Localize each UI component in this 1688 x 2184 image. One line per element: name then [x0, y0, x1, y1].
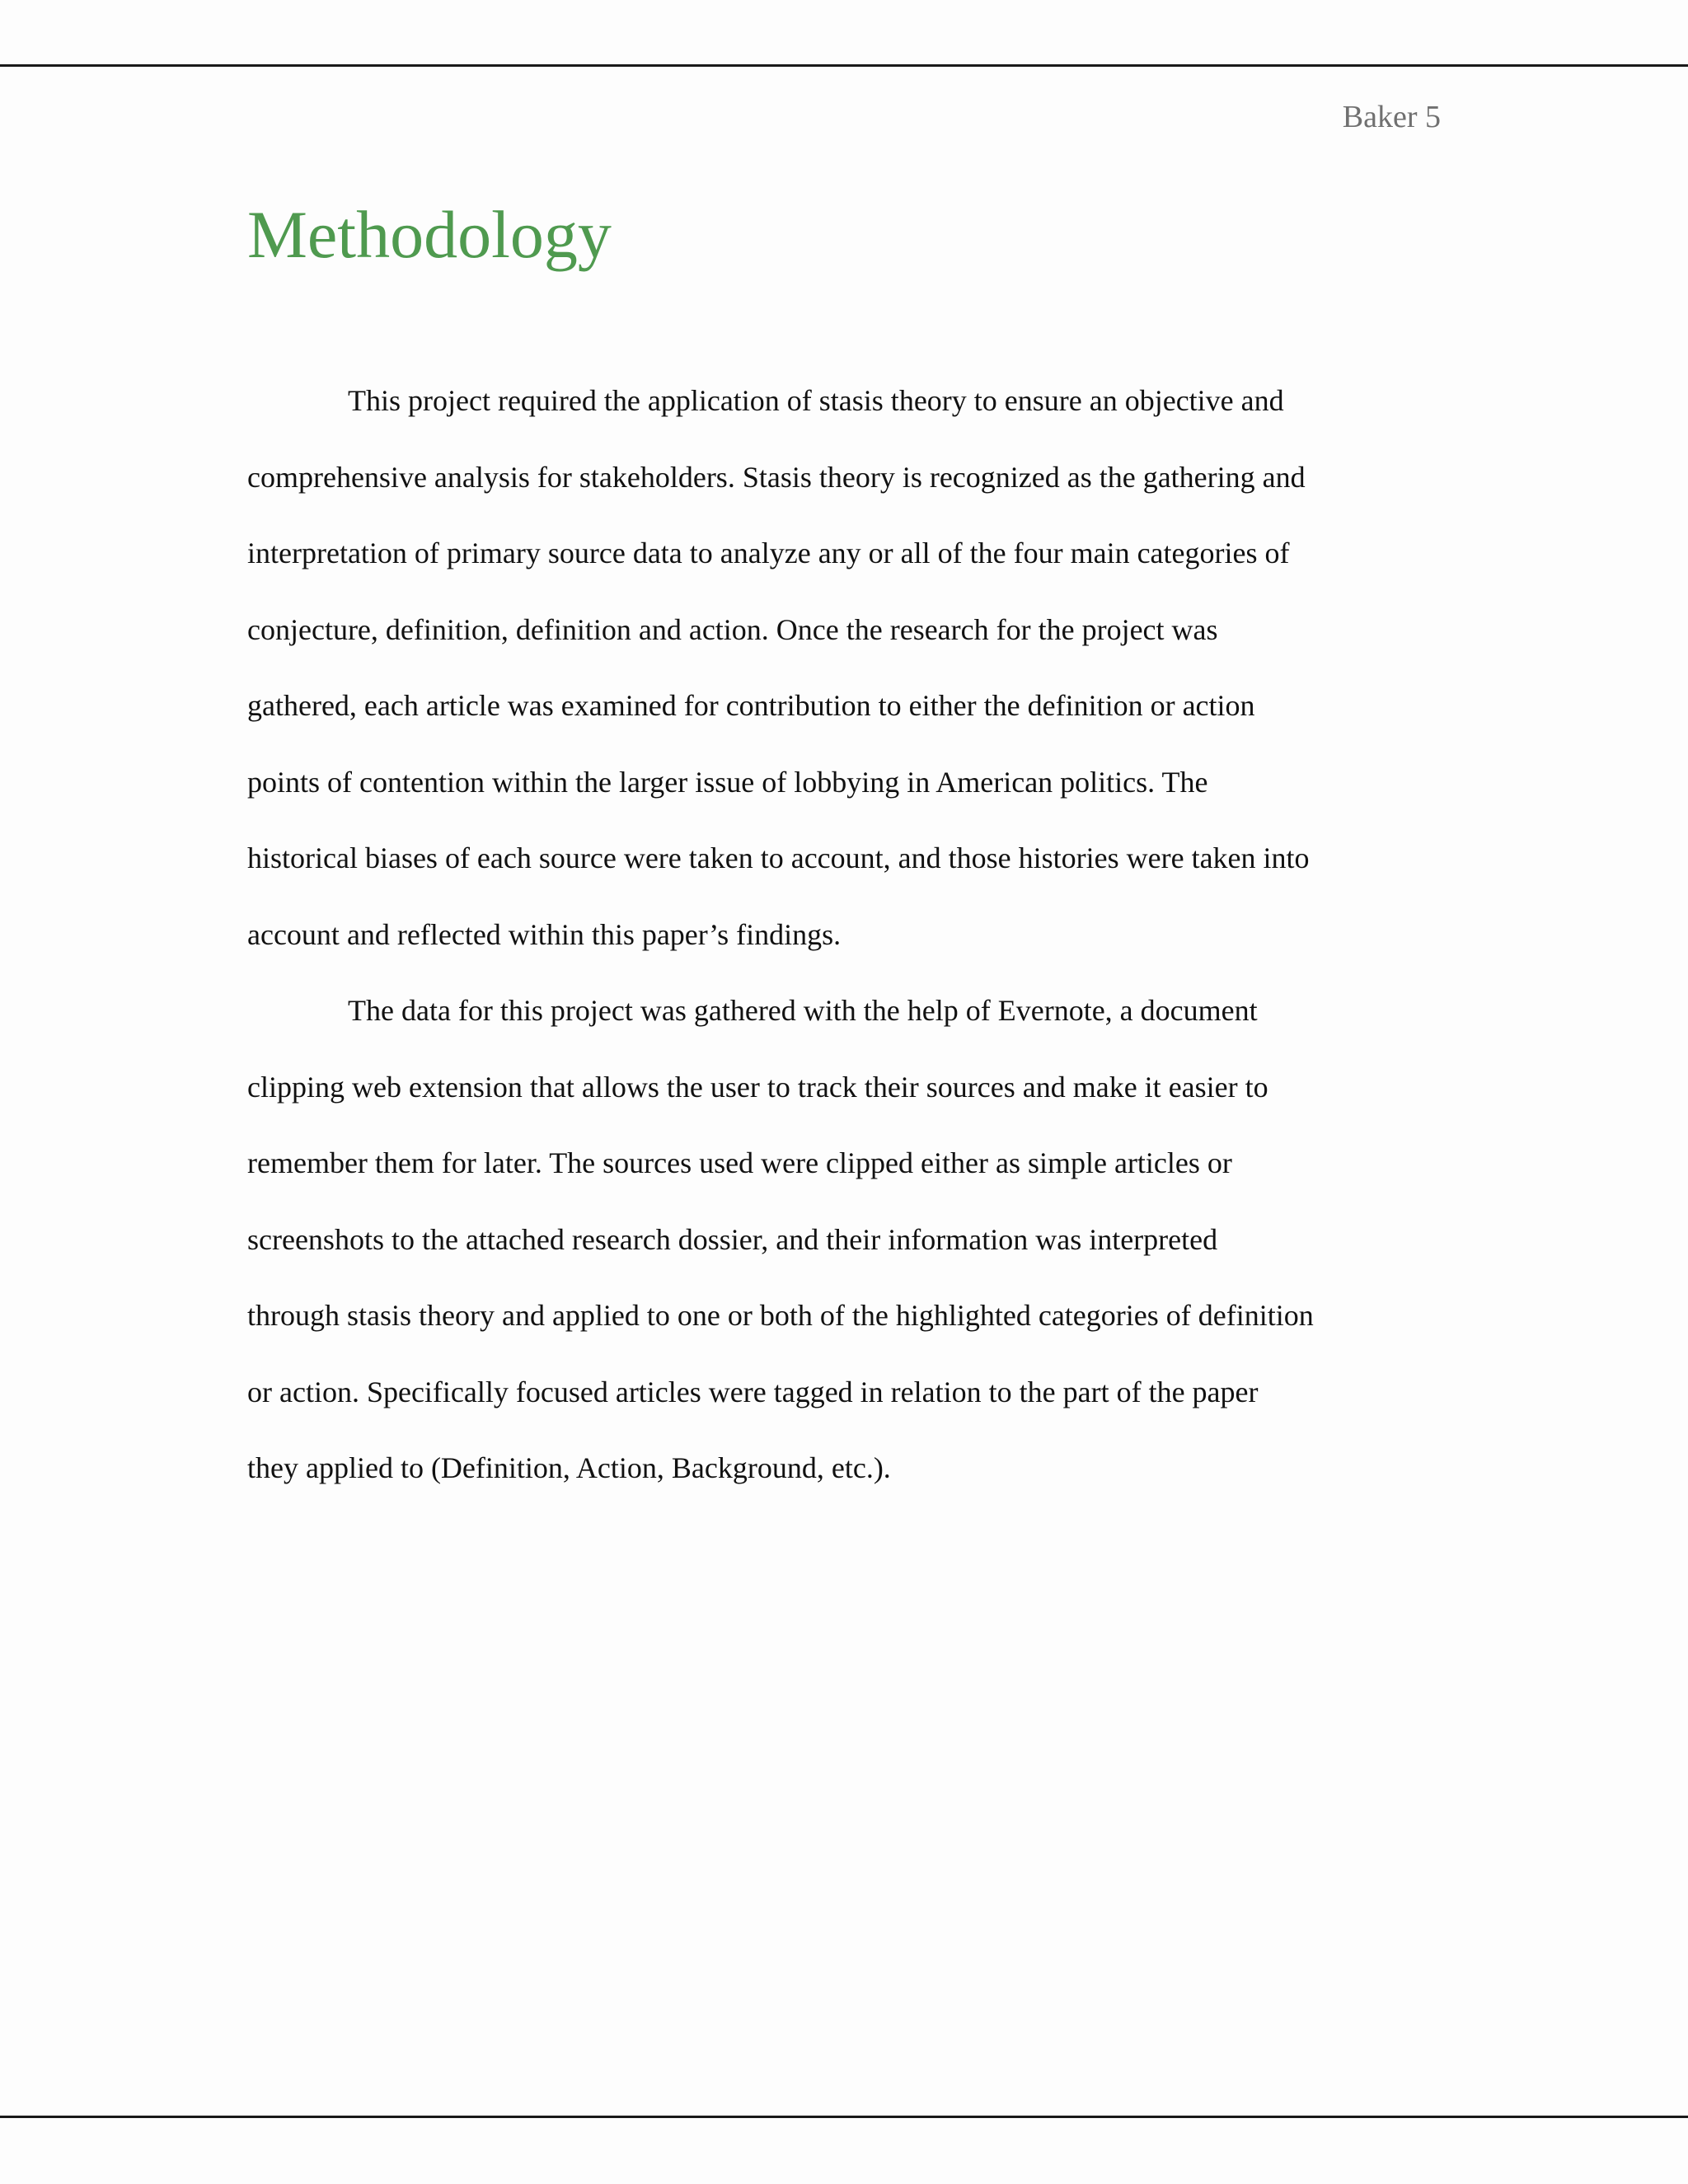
section-title: Methodology: [247, 197, 612, 272]
paragraph-line: clipping web extension that allows the user to track their sources and make it easier to: [247, 1070, 1268, 1104]
paragraph-line: points of contention within the larger issue of lobbying in American politics. The: [247, 765, 1208, 799]
paragraph-line: historical biases of each source were taken to account, and those histories were taken into: [247, 841, 1310, 874]
paragraph-line: This project required the application of stasis theory to ensure an objective and: [348, 384, 1284, 417]
paragraph-line: through stasis theory and applied to one or both of the highlighted categories of definition: [247, 1299, 1314, 1332]
paragraph-line: or action. Specifically focused articles were tagged in relation to the part of the paper: [247, 1375, 1259, 1408]
paragraph-1: [247, 363, 1434, 972]
paragraph-line: interpretation of primary source data to analyze any or all of the four main categories of: [247, 537, 1290, 569]
paragraph-line: comprehensive analysis for stakeholders. Stasis theory is recognized as the gathering and: [247, 460, 1306, 494]
top-page-border: [0, 64, 1688, 67]
paragraph-line: remember them for later. The sources used were clipped either as simple articles or: [247, 1146, 1232, 1179]
paragraph-line: account and reflected within this paper’s findings.: [247, 917, 842, 951]
paragraph-line: conjecture, definition, definition and action. Once the research for the project was: [247, 612, 1218, 646]
paragraph-line: gathered, each article was examined for contribution to either the definition or action: [247, 689, 1255, 722]
running-head: Baker 5: [1342, 100, 1441, 134]
paragraph-line: they applied to (Definition, Action, Background, etc.).: [247, 1451, 891, 1484]
body-text: [247, 363, 1434, 1507]
paragraph-line: The data for this project was gathered with the help of Evernote, a document: [348, 994, 1258, 1027]
paragraph-2: [247, 972, 1434, 1507]
paragraph-line: screenshots to the attached research dossier, and their information was interpreted: [247, 1222, 1218, 1256]
bottom-page-border: [0, 2116, 1688, 2118]
